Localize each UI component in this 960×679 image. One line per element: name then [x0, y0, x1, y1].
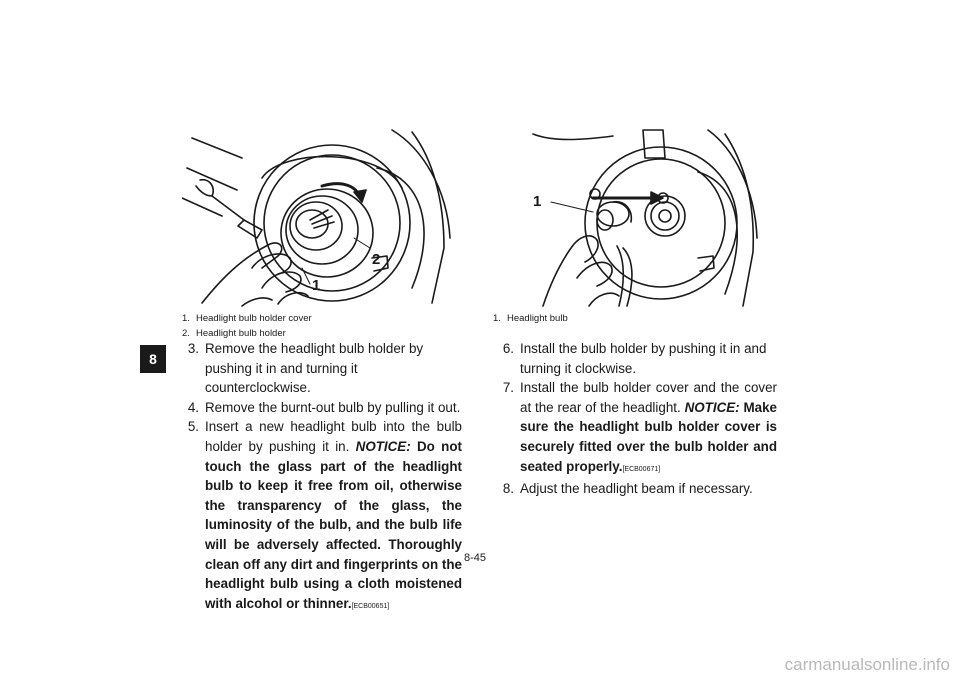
list-item: 8. Adjust the headlight beam if necessary.: [502, 481, 753, 497]
caption-item: 1. Headlight bulb: [493, 313, 568, 324]
page-number: 8-45: [464, 552, 487, 564]
callout-1: 1: [312, 277, 321, 294]
notice-label: NOTICE:: [355, 438, 411, 454]
list-item: 7. Install the bulb holder cover and the cover at the rear of the headlight. NOTICE: Make sure the headlight bulb holder cover is securely fitted over the bulb holder and seated properly.[ECB00671]: [502, 380, 777, 474]
caption-item: 2. Headlight bulb holder: [182, 328, 286, 339]
chapter-tab: 8: [140, 345, 166, 373]
reference-code: [ECB00651]: [351, 602, 390, 610]
notice-label: NOTICE:: [684, 399, 740, 415]
list-item: 5. Insert a new headlight bulb into the bulb holder by pushing it in. NOTICE: Do not touch the glass part of the headlight bulb to keep it free from oil, otherwise the transparency of the glass, the luminosity of the bulb, and the bulb life will be adversely affected. Thoroughly clean off any dirt and fingerprints on the headlight bulb using a cloth moistened with alcohol or thinner.[ECB00651]: [187, 419, 462, 611]
left-instructions: [178, 339, 462, 616]
figure-headlight-bulb-holder-cover: [182, 128, 462, 308]
watermark: carmanualsonline.info: [784, 655, 950, 674]
notice-text: Make sure the headlight bulb holder cover is securely fitted over the bulb holder and seated properly.: [520, 399, 777, 474]
right-instructions: [493, 339, 777, 499]
figure-headlight-bulb: [493, 128, 775, 308]
list-item: 4. Remove the burnt-out bulb by pulling it out.: [187, 399, 461, 415]
right-figure-caption: [493, 311, 568, 326]
caption-item: 1. Headlight bulb holder cover: [182, 313, 312, 324]
callout-1: 1: [533, 193, 542, 210]
callout-2: 2: [372, 251, 381, 268]
list-item: 6. Install the bulb holder by pushing it in and turning it clockwise.: [502, 341, 767, 376]
list-item: 3. Remove the headlight bulb holder by pushing it in and turning it counterclockwise.: [187, 341, 424, 396]
reference-code: [ECB00671]: [622, 465, 661, 473]
left-figure-caption: [182, 311, 312, 341]
notice-text: Do not touch the glass part of the headlight bulb to keep it free from oil, otherwise the transparency of the glass, the luminosity of the bulb, and the bulb life will be adversely affected. Thoroughly clean off any dirt and fingerprints on the headlight bulb using a cloth moistened with alcohol or thinner.: [205, 438, 462, 611]
